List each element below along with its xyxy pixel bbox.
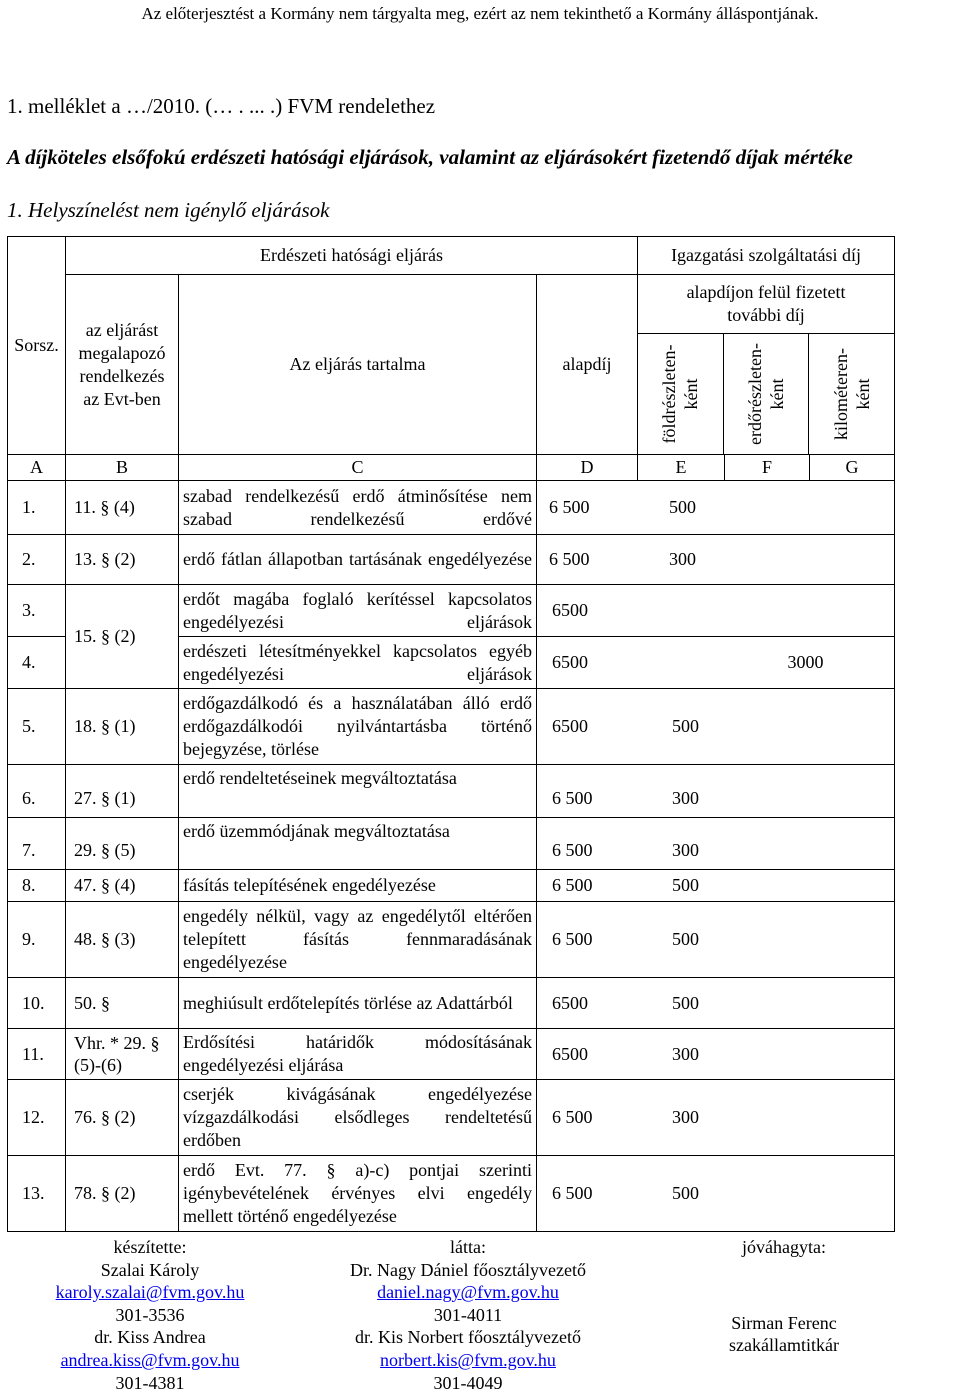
row-number: 6. xyxy=(8,765,66,818)
column-letter: D xyxy=(537,455,638,481)
seen-name-1: Dr. Nagy Dániel főosztályvezető xyxy=(350,1259,586,1280)
row-extra-fee: 500 xyxy=(672,716,699,736)
row-basis: 50. § xyxy=(66,978,179,1029)
row-content: erdő fátlan állapotban tartásának engedélyezése xyxy=(179,535,537,585)
fee-table xyxy=(7,236,895,1232)
row-fees xyxy=(537,902,895,978)
row-fees xyxy=(537,585,895,637)
header-content: Az eljárás tartalma xyxy=(179,275,537,455)
column-letter: E xyxy=(638,455,725,481)
row-content: szabad rendelkezésű erdő átminősítése nem szabad rendelkezésű erdővé xyxy=(179,481,537,535)
row-extra-fee: 500 xyxy=(672,929,699,949)
row-base-fee: 6500 xyxy=(552,992,588,1013)
table-row xyxy=(8,535,895,585)
row-content: erdő üzemmódjának megváltoztatása xyxy=(179,818,537,870)
row-basis: 78. § (2) xyxy=(66,1156,179,1232)
header-fee-group: Igazgatási szolgáltatási díj xyxy=(638,237,895,275)
column-letter: G xyxy=(810,455,895,481)
seen-name-2: dr. Kis Norbert főosztályvezető xyxy=(355,1327,581,1348)
row-fees xyxy=(537,481,895,535)
column-letter: F xyxy=(725,455,810,481)
table-row xyxy=(8,689,895,765)
row-basis: 76. § (2) xyxy=(66,1080,179,1156)
row-fees xyxy=(537,1156,895,1232)
row-number: 10. xyxy=(8,978,66,1029)
row-number: 8. xyxy=(8,870,66,902)
row-fees xyxy=(537,1029,895,1080)
column-letter: B xyxy=(66,455,179,481)
row-basis: 29. § (5) xyxy=(66,818,179,870)
row-fees xyxy=(537,1080,895,1156)
prepared-name-2: dr. Kiss Andrea xyxy=(94,1327,206,1348)
row-number: 2. xyxy=(8,535,66,585)
row-number: 3. xyxy=(8,585,66,637)
row-number: 4. xyxy=(8,637,66,689)
seen-phone-2: 301-4049 xyxy=(433,1372,503,1393)
header-procedure-group: Erdészeti hatósági eljárás xyxy=(66,237,638,275)
row-extra-fee: 300 xyxy=(672,1107,699,1127)
row-content: meghiúsult erdőtelepítés törlése az Adattárból xyxy=(179,978,537,1029)
row-content: erdőgazdálkodó és a használatában álló erdő erdőgazdálkodói nyilvántartásba történő bejegyzése, törlése xyxy=(179,689,537,765)
header-basis: az eljárást megalapozó rendelkezés az Evt-ben xyxy=(66,275,179,455)
row-number: 5. xyxy=(8,689,66,765)
row-base-fee: 6500 xyxy=(552,716,588,736)
row-fees xyxy=(537,637,895,689)
draft-notice: Az előterjesztést a Kormány nem tárgyalta meg, ezért az nem tekinthető a Kormány álláspontjának. xyxy=(141,4,819,23)
row-fees xyxy=(537,765,895,818)
header-per-parcel-cell xyxy=(638,334,723,455)
table-row xyxy=(8,902,895,978)
row-base-fee: 6500 xyxy=(552,1043,588,1064)
annex-line: 1. melléklet a …/2010. (… . ... .) FVM rendelethez xyxy=(7,94,436,118)
table-row xyxy=(8,1029,895,1080)
row-extra-fee: 300 xyxy=(672,788,699,808)
row-extra-fee: 300 xyxy=(672,1043,699,1064)
row-base-fee: 6 500 xyxy=(549,549,590,569)
row-fees xyxy=(537,689,895,765)
seen-email-2[interactable]: norbert.kis@fvm.gov.hu xyxy=(380,1349,556,1370)
header-per-km-cell xyxy=(809,334,894,455)
header-extra-fee-label: alapdíjon felül fizetett további díj xyxy=(686,282,846,325)
header-sorsz: Sorsz. xyxy=(8,237,66,455)
row-content: erdőt magába foglaló kerítéssel kapcsolatos engedélyezési eljárások xyxy=(179,585,537,637)
row-content: engedély nélkül, vagy az engedélytől eltérően telepített fásítás fennmaradásának engedélyezése xyxy=(179,902,537,978)
signature-prepared xyxy=(20,1236,280,1394)
header-row-group xyxy=(8,237,895,275)
row-base-fee: 6500 xyxy=(552,600,588,620)
row-extra-fee: 300 xyxy=(669,549,696,569)
row-fees xyxy=(537,535,895,585)
column-letter: C xyxy=(179,455,537,481)
row-base-fee: 6 500 xyxy=(552,788,593,808)
row-base-fee: 6 500 xyxy=(552,929,593,949)
seen-label: látta: xyxy=(450,1237,486,1257)
row-extra-fee: 500 xyxy=(672,992,699,1013)
row-fees xyxy=(537,870,895,902)
row-number: 13. xyxy=(8,1156,66,1232)
row-number: 1. xyxy=(8,481,66,535)
row-content: Erdősítési határidők módosításának engedélyezési eljárása xyxy=(179,1029,537,1080)
row-base-fee: 6 500 xyxy=(552,1183,593,1203)
row-content: fásítás telepítésének engedélyezése xyxy=(179,870,537,902)
header-base-fee: alapdíj xyxy=(537,275,638,455)
prepared-phone-1: 301-3536 xyxy=(115,1304,185,1325)
letters-row xyxy=(8,455,895,481)
row-extra-fee: 300 xyxy=(672,840,699,860)
row-basis: 18. § (1) xyxy=(66,689,179,765)
row-basis: 27. § (1) xyxy=(66,765,179,818)
row-number: 11. xyxy=(8,1029,66,1080)
approved-title: szakállamtitkár xyxy=(729,1335,839,1356)
row-fees xyxy=(537,978,895,1029)
row-extra-fee: 500 xyxy=(672,875,699,895)
row-basis: 13. § (2) xyxy=(66,535,179,585)
row-fees xyxy=(537,818,895,870)
row-base-fee: 6 500 xyxy=(552,840,593,860)
table-row xyxy=(8,585,895,637)
table-row xyxy=(8,818,895,870)
table-row xyxy=(8,1156,895,1232)
document-title: A díjköteles elsőfokú erdészeti hatósági eljárások, valamint az eljárásokért fizetendő díjak mértéke xyxy=(7,145,853,169)
row-content: erdészeti létesítményekkel kapcsolatos egyéb engedélyezési eljárások xyxy=(179,637,537,689)
row-extra-fee: 500 xyxy=(672,1183,699,1203)
row-basis: Vhr. * 29. § (5)-(6) xyxy=(66,1029,179,1080)
prepared-phone-2: 301-4381 xyxy=(115,1372,185,1393)
row-extra-fee: 500 xyxy=(669,497,696,517)
prepared-name-1: Szalai Károly xyxy=(100,1259,200,1280)
column-letter: A xyxy=(8,455,66,481)
table-row xyxy=(8,1080,895,1156)
row-content: erdő rendeltetéseinek megváltoztatása xyxy=(179,765,537,818)
table-row xyxy=(8,870,895,902)
header-extra-fee xyxy=(638,275,895,455)
table-row xyxy=(8,481,895,535)
signature-seen xyxy=(318,1236,618,1394)
row-base-fee: 6 500 xyxy=(552,1107,593,1127)
row-basis: 11. § (4) xyxy=(66,481,179,535)
row-basis: 15. § (2) xyxy=(66,585,179,689)
header-per-parcel: földrészleten-ként xyxy=(659,344,702,444)
signature-approved xyxy=(700,1236,868,1357)
row-number: 7. xyxy=(8,818,66,870)
header-per-forest-subcompartment: erdőrészleten-ként xyxy=(745,343,788,445)
row-base-fee: 6 500 xyxy=(552,875,593,895)
section-title: 1. Helyszínelést nem igénylő eljárások xyxy=(7,198,330,222)
approved-name: Sirman Ferenc xyxy=(731,1312,837,1333)
header-extra-subgrid xyxy=(638,333,894,454)
header-per-forest-cell xyxy=(723,334,808,455)
seen-phone-1: 301-4011 xyxy=(433,1304,503,1325)
row-basis: 48. § (3) xyxy=(66,902,179,978)
table-row xyxy=(8,765,895,818)
row-content: cserjék kivágásának engedélyezése vízgazdálkodási elsődleges rendeltetésű erdőben xyxy=(179,1080,537,1156)
header-per-km: kilométeren-ként xyxy=(830,348,873,440)
row-number: 9. xyxy=(8,902,66,978)
row-content: erdő Evt. 77. § a)-c) pontjai szerinti igénybevételének érvényes elvi engedély mellett történő engedélyezése xyxy=(179,1156,537,1232)
header-row-detail xyxy=(8,275,895,455)
row-basis: 47. § (4) xyxy=(66,870,179,902)
row-base-fee: 6 500 xyxy=(549,497,590,517)
table-row xyxy=(8,978,895,1029)
prepared-email-2[interactable]: andrea.kiss@fvm.gov.hu xyxy=(60,1349,240,1370)
seen-email-1[interactable]: daniel.nagy@fvm.gov.hu xyxy=(377,1282,559,1303)
prepared-email-1[interactable]: karoly.szalai@fvm.gov.hu xyxy=(55,1282,245,1303)
prepared-label: készítette: xyxy=(113,1237,187,1257)
row-fee-values: 6500 3000 xyxy=(552,652,824,672)
approved-label: jóváhagyta: xyxy=(742,1237,826,1257)
row-number: 12. xyxy=(8,1080,66,1156)
